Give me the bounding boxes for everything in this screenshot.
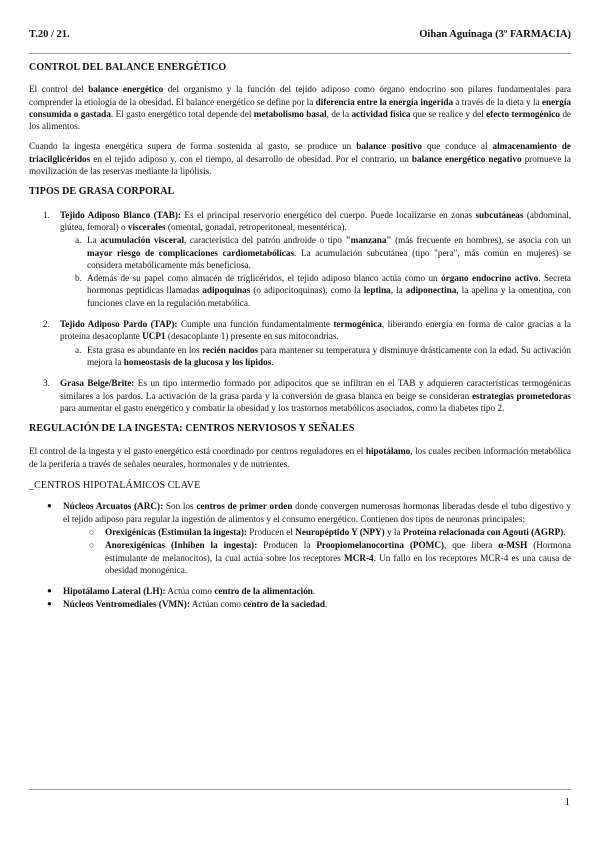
list-subitem-endocrine: b. Además de su papel como almacén de triglicéridos, el tejido adiposo blanco actúa como un órgano endocrino activo. Secreta hormonas peptídicas llamadas adipoquinas (o adipocitoquinas), como la leptina, la adiponectina, la apelina y la omentina, con funciones clave en la regulación metabólica. <box>75 273 572 308</box>
page-header <box>29 29 571 47</box>
bullet-icon: ● <box>47 599 52 609</box>
paragraph-hypothalamus: El control de la ingesta y el gasto energético está coordinado por centros reguladores en el hipotálamo, los cuales reciben información metabólica de la periferia a través de señales neurales, hormonales y de nutrientes. <box>29 446 571 469</box>
header-rule <box>29 53 571 54</box>
paragraph-balance-positive: Cuando la ingesta energética supera de forma sostenida al gasto, se produce un balance positivo que conduce al almacenamiento de triacilglicéridos en el tejido adiposo y, con el tiempo, al desarrollo de obesidad. Por el contrario, un balance energético negativo promueve la movilización de las reservas mediante la lipólisis. <box>29 141 572 177</box>
header-course: T.20 / 21. <box>29 29 70 40</box>
circle-bullet-icon: ○ <box>89 540 95 551</box>
list-item-vmn: ● Núcleos Ventromediales (VMN): Actúan como centro de la saciedad. <box>47 599 328 610</box>
section-title-fat-types: TIPOS DE GRASA CORPORAL <box>29 186 175 198</box>
list-item-tab: 1. Tejido Adiposo Blanco (TAB): Es el principal reservorio energético del cuerpo. Puede localizarse en zonas subcutáneas (abdominal, glútea, femoral) o viscerales (omental, gonadal, retroperitoneal, mesentérica). <box>43 209 572 232</box>
circle-bullet-icon: ○ <box>89 526 95 537</box>
footer-rule <box>29 789 571 790</box>
list-subitem-visceral: a. La acumulación visceral, característica del patrón androide o tipo "manzana" (más frecuente en hombres), se asocia con un mayor riesgo de complicaciones cardiometabólicas. La acumulación subcutánea (tipo "pera", más común en mujeres) se considera metabólicamente más beneficiosa. <box>75 235 571 270</box>
bullet-icon: ● <box>47 586 52 596</box>
list-item-arc: ● Núcleos Arcuatos (ARC): Son los centros de primer orden donde convergen numerosas hormonas liberadas desde el tubo digestivo y el tejido adiposo para regular la ingestión de alimentos y el consumo energético. Contienen dos tipos de neuronas principales: <box>47 501 571 524</box>
document-body <box>29 62 571 611</box>
section-title-balance: CONTROL DEL BALANCE ENERGÉTICO <box>29 62 227 73</box>
list-subitem-orexigenic: ○ Orexigénicas (Estimulan la ingesta): Producen el Neuropéptido Y (NPY) y la Proteína relacionada con Agouti (AGRP). <box>89 526 566 537</box>
list-subitem-newborns: a. Esta grasa es abundante en los recién nacidos para mantener su temperatura y disminuye drásticamente con la edad. Su activación mejora la homeostasis de la glucosa y los lípidos. <box>75 344 572 367</box>
bullet-icon: ● <box>47 501 52 511</box>
paragraph-balance-definition: El control del balance energético del organismo y la función del tejido adiposo como órgano endocrino son pilares fundamentales para comprender la etiología de la obesidad. El balance energético se define por la diferencia entre la energía ingerida a través de la dieta y la energía consumida o gastada. El gasto energético total depende del metabolismo basal, de la actividad física que se realice y del efecto termogénico de los alimentos. <box>29 84 572 132</box>
list-item-beige: 3. Grasa Beige/Brite: Es un tipo intermedio formado por adipocitos que se infiltran en el TAB y adquieren características termogénicas similares a los pardos. La activación de la grasa parda y la conversión de grasa blanca en beige se consideran estrategias prometedoras para aumentar el gasto energético y combatir la obesidad y los trastornos metabólicos asociados, como la diabetes tipo 2. <box>43 378 571 413</box>
list-subitem-anorexigenic: ○ Anorexigénicas (Inhiben la ingesta): Producen la Proopiomelanocortina (POMC), que libera α-MSH (Hormona estimulante de melanocitos), la cual actúa sobre los receptores MCR-4. Un fallo en los receptores MCR-4 es una causa de obesidad monogénica. <box>89 540 571 575</box>
header-author: Oihan Aguinaga (3º FARMACIA) <box>419 29 571 40</box>
page-number: 1 <box>564 797 570 808</box>
subsection-title-centers: _CENTROS HIPOTALÁMICOS CLAVE <box>29 480 201 492</box>
list-item-tap: 2. Tejido Adiposo Pardo (TAP): Cumple una función fundamentalmente termogénica, liberando energía en forma de calor gracias a la proteína desacoplante UCP1 (desacoplante 1) presente en sus mitocondrias. <box>43 319 571 342</box>
list-item-lh: ● Hipotálamo Lateral (LH): Actúa como centro de la alimentación. <box>47 586 316 597</box>
section-title-intake-regulation: REGULACIÓN DE LA INGESTA: CENTROS NERVIOSOS Y SEÑALES <box>29 423 355 435</box>
